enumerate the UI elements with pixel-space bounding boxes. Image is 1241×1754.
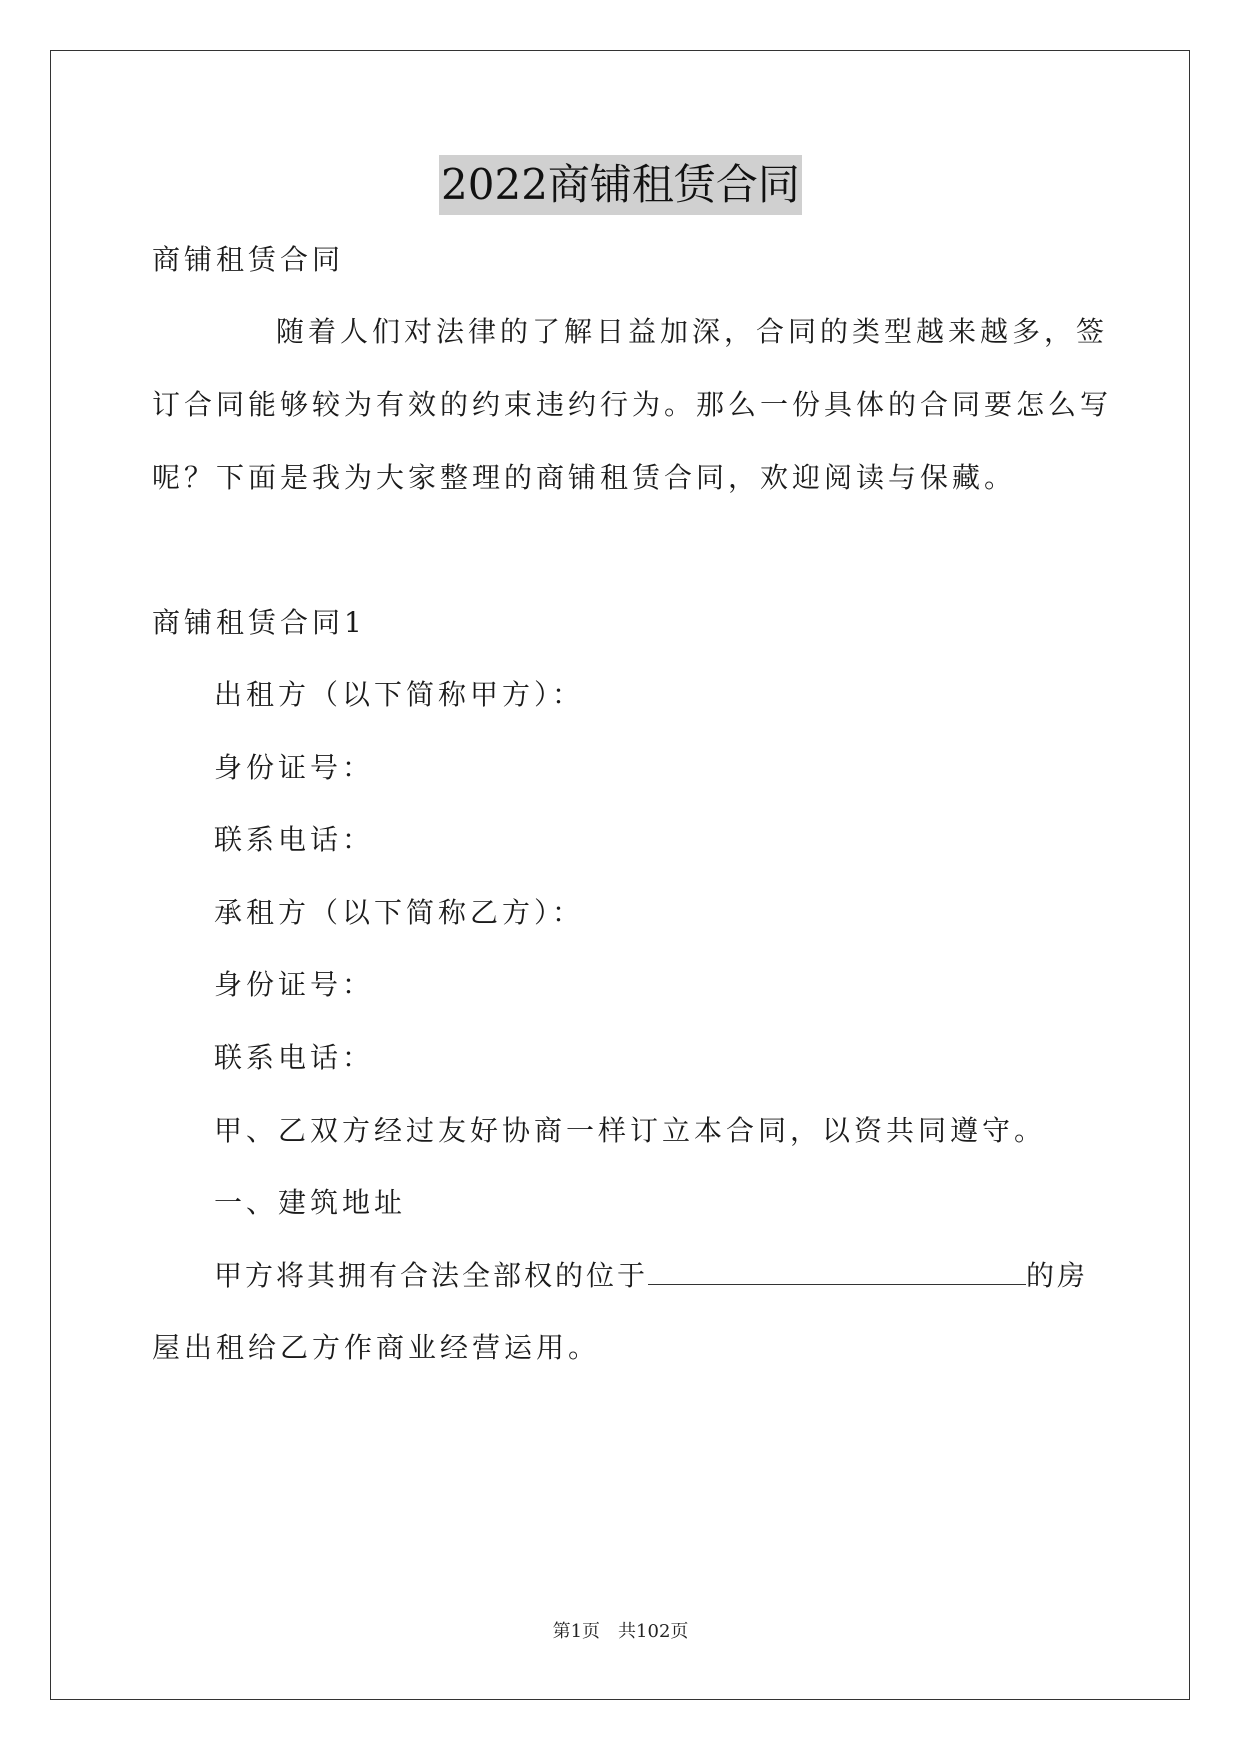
document-heading: 商铺租赁合同: [152, 243, 345, 276]
clause-1-text-b: 的房: [1026, 1259, 1089, 1292]
lessor-id-label: 身份证号：: [214, 751, 375, 784]
lessee-label: 承租方（以下简称乙方）：: [214, 896, 585, 929]
intro-line-1: 随着人们对法律的了解日益加深，合同的类型越来越多，签: [276, 315, 1109, 348]
intro-line-2: 订合同能够较为有效的约束违约行为。那么一份具体的合同要怎么写: [152, 388, 1113, 421]
clause-1-text-a: 甲方将其拥有合法全部权的位于: [214, 1259, 649, 1292]
clause-1-title: 一、建筑地址: [214, 1186, 407, 1219]
document-title: 2022商铺租赁合同: [439, 155, 802, 215]
lessee-id-label: 身份证号：: [214, 968, 375, 1001]
document-title-wrap: [0, 155, 1241, 215]
page-footer: [0, 1620, 1241, 1644]
clause-1-line-1: [214, 1256, 1088, 1296]
page-total: 共102页: [618, 1621, 689, 1642]
agreement-text: 甲、乙双方经过友好协商一样订立本合同，以资共同遵守。: [214, 1114, 1047, 1147]
intro-line-3: 呢？下面是我为大家整理的商铺租赁合同，欢迎阅读与保藏。: [152, 461, 1017, 494]
lessor-label: 出租方（以下简称甲方）：: [214, 678, 585, 711]
page-border: [50, 50, 1190, 1700]
section-title: 商铺租赁合同1: [152, 606, 366, 639]
clause-1-line-2: 屋出租给乙方作商业经营运用。: [152, 1331, 601, 1364]
page-number: 第1页: [552, 1621, 601, 1642]
lessor-phone-label: 联系电话：: [214, 823, 375, 856]
address-blank: [648, 1256, 1026, 1285]
lessee-phone-label: 联系电话：: [214, 1041, 375, 1074]
